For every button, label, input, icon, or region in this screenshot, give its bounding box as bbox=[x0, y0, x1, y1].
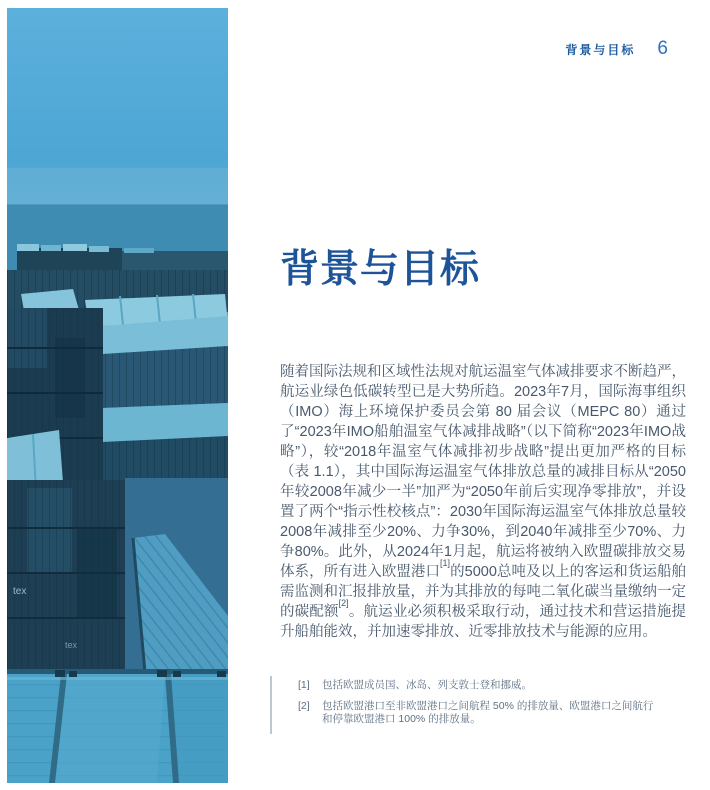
footnote-marker: [1] bbox=[298, 679, 310, 691]
svg-text:tex: tex bbox=[65, 640, 78, 650]
page-header bbox=[565, 38, 668, 60]
footnote-item bbox=[298, 700, 670, 726]
body-text-part2: 的5000总吨及以上的客运和货运船舶需监测和汇报排放量，并为其排放的每吨二氧化碳当量缴纳一定的碳配额 bbox=[280, 564, 686, 620]
footnote-text: 包括欧盟港口至非欧盟港口之间航程 50% 的排放量、欧盟港口之间航行和停靠欧盟港口 100% 的排放量。 bbox=[322, 700, 654, 725]
header-section-label: 背景与目标 bbox=[565, 42, 636, 57]
footnote-item bbox=[298, 679, 670, 692]
body-paragraph bbox=[280, 362, 686, 642]
footnote-marker: [2] bbox=[298, 700, 310, 712]
header-page-number: 6 bbox=[657, 38, 668, 59]
body-text-part3: 。航运业必须积极采取行动，通过技术和营运措施提升船舶能效，并加速零排放、近零排放技术与能源的应用。 bbox=[280, 604, 687, 640]
body-text-part1: 随着国际法规和区域性法规对航运温室气体减排要求不断趋严，航运业绿色低碳转型已是大势所趋。2023年7月，国际海事组织（IMO）海上环境保护委员会第 80 届会议（MEPC 80）通过了“2023年IMO船舶温室气体减排战略”（以下简称“2023年IMO战略”），较“2018年温室气体减排初步战略”提出更加严格的目标（表 1.1），其中国际海运温室气体排放总量的减排目标从“2050年较2008年减少一半”加严为“2050年前后实现净零排放”，并设置了两个“指示性校核点”：2030年国际海运温室气体排放总量较2008年减排至少20%、力争30%，到2040年减排至少70%、力争80%。此外，从2024年1月起，航运将被纳入欧盟碳排放交易体系，所有进入欧盟港口 bbox=[280, 364, 686, 580]
svg-text:tex: tex bbox=[13, 586, 27, 597]
footnote-text: 包括欧盟成员国、冰岛、列支敦士登和挪威。 bbox=[322, 679, 532, 691]
footnotes bbox=[270, 676, 670, 734]
footnote-ref-2: [2] bbox=[338, 598, 349, 609]
footnote-ref-1: [1] bbox=[440, 558, 451, 569]
container-ship-photo-art bbox=[7, 8, 228, 783]
container-ship-photo bbox=[7, 8, 228, 783]
page-title: 背景与目标 bbox=[280, 248, 481, 291]
